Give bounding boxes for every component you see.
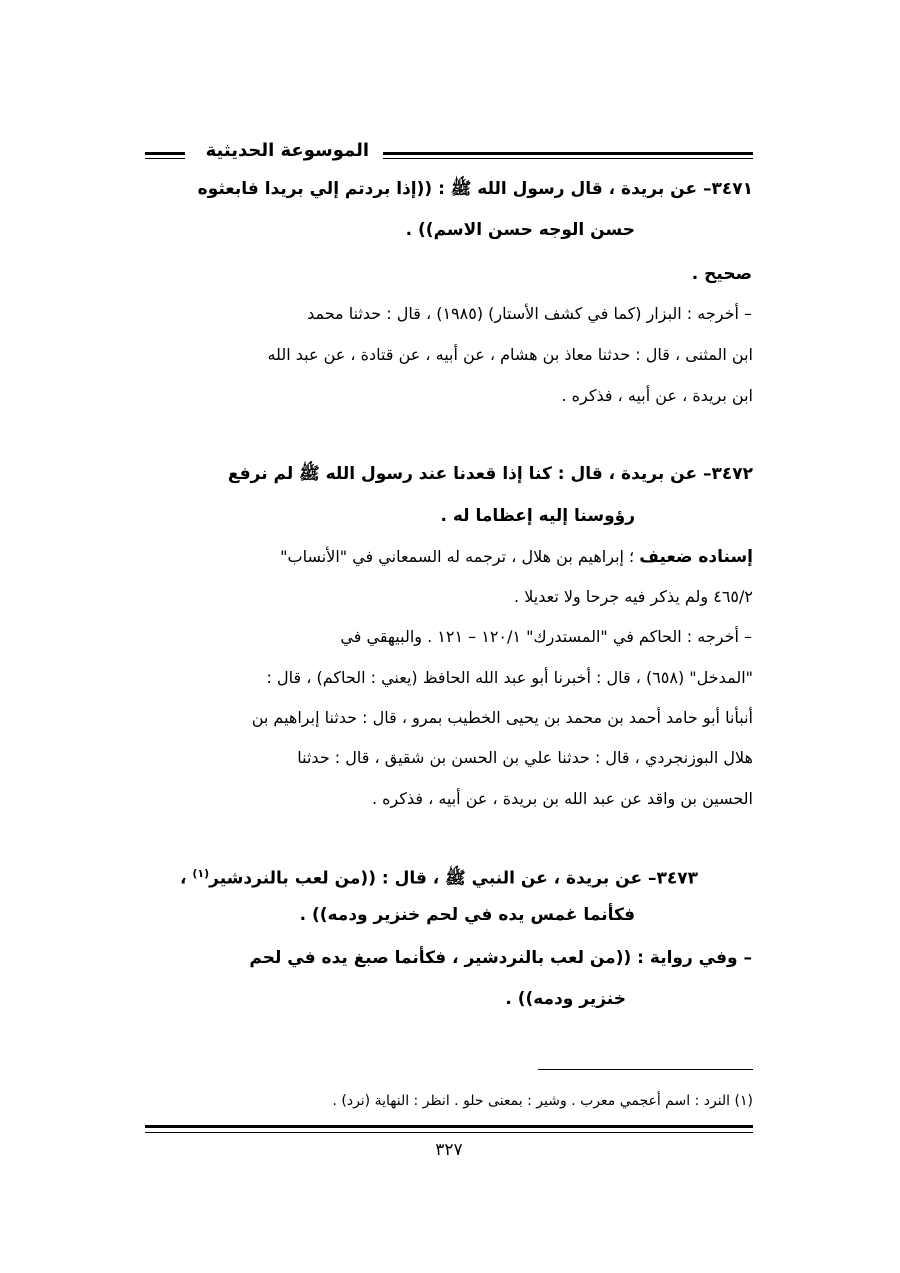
header-rule-right-thin [383, 158, 753, 159]
hadith-3472-takhrij-3: أنبأنا أبو حامد أحمد بن محمد بن يحيى الخطيب بمرو ، قال : حدثنا إبراهيم بن [251, 708, 753, 727]
header-rule-left [145, 152, 185, 155]
hadith-3473-line-1-end: ، [180, 868, 193, 889]
page-number: ٣٢٧ [435, 1140, 463, 1160]
hadith-3473-line-1 [180, 863, 698, 890]
hadith-3471-takhrij-2: ابن المثنى ، قال : حدثنا معاذ بن هشام ، عن أبيه ، عن قتادة ، عن عبد الله [267, 345, 753, 364]
hadith-3471-takhrij-3: ابن بريدة ، عن أبيه ، فذكره . [561, 386, 753, 405]
hadith-3471-grade: صحيح . [691, 264, 752, 284]
hadith-3472-takhrij-1: – أخرجه : الحاكم في "المستدرك" ١٢٠/١ – ١٢١ . والبيهقي في [340, 627, 752, 646]
footnote-separator [538, 1069, 753, 1070]
hadith-3471-takhrij-1: – أخرجه : البزار (كما في كشف الأستار) (١٩٨٥) ، قال : حدثنا محمد [307, 304, 752, 323]
hadith-3473-line-2: فكأنما غمس يده في لحم خنزير ودمه)) . [299, 905, 635, 925]
hadith-3472-takhrij-4: هلال البوزنجردي ، قال : حدثنا علي بن الحسن بن شقيق ، قال : حدثنا [297, 748, 753, 767]
hadith-3471-line-2: حسن الوجه حسن الاسم)) . [405, 220, 635, 240]
bottom-rule-thin [145, 1132, 753, 1133]
header-title: الموسوعة الحديثية [205, 140, 369, 161]
hadith-3472-line-1: ٣٤٧٢– عن بريدة ، قال : كنا إذا قعدنا عند رسول الله ﷺ لم نرفع [227, 464, 753, 484]
hadith-3472-grade-text: ؛ إبراهيم بن هلال ، ترجمه له السمعاني في "الأنساب" [280, 547, 640, 566]
header-rule-right [383, 152, 753, 155]
hadith-3472-takhrij-2: "المدخل" (٦٥٨) ، قال : أخبرنا أبو عبد الله الحافظ (يعني : الحاكم) ، قال : [266, 668, 753, 687]
hadith-3472-grade [280, 546, 753, 568]
hadith-3472-line-2: رؤوسنا إليه إعظاما له . [440, 506, 635, 526]
hadith-3473-line-1-text: ٣٤٧٣– عن بريدة ، عن النبي ﷺ ، قال : ((من لعب بالنردشير [209, 868, 698, 889]
page [145, 140, 753, 1160]
bottom-rule [145, 1125, 753, 1128]
footnote-marker: (١) [192, 867, 210, 880]
hadith-3472-grade-line-2: ٤٦٥/٢ ولم يذكر فيه جرحا ولا تعديلا . [514, 587, 753, 606]
running-header [145, 140, 753, 170]
hadith-3472-takhrij-5: الحسين بن واقد عن عبد الله بن بريدة ، عن أبيه ، فذكره . [371, 789, 753, 808]
hadith-3471-line-1: ٣٤٧١– عن بريدة ، قال رسول الله ﷺ : ((إذا بردتم إلي بريدا فابعثوه [197, 179, 753, 199]
header-rule-left-thin [145, 158, 185, 159]
hadith-3472-grade-label: إسناده ضعيف [639, 547, 753, 567]
hadith-3473-variant-2: خنزير ودمه)) . [505, 989, 626, 1009]
footnote-1: (١) النرد : اسم أعجمي معرب . وشير : بمعنى حلو . انظر : النهاية (نرد) . [332, 1093, 753, 1109]
hadith-3473-variant-1: – وفي رواية : ((من لعب بالنردشير ، فكأنما صبغ يده في لحم [249, 948, 752, 968]
